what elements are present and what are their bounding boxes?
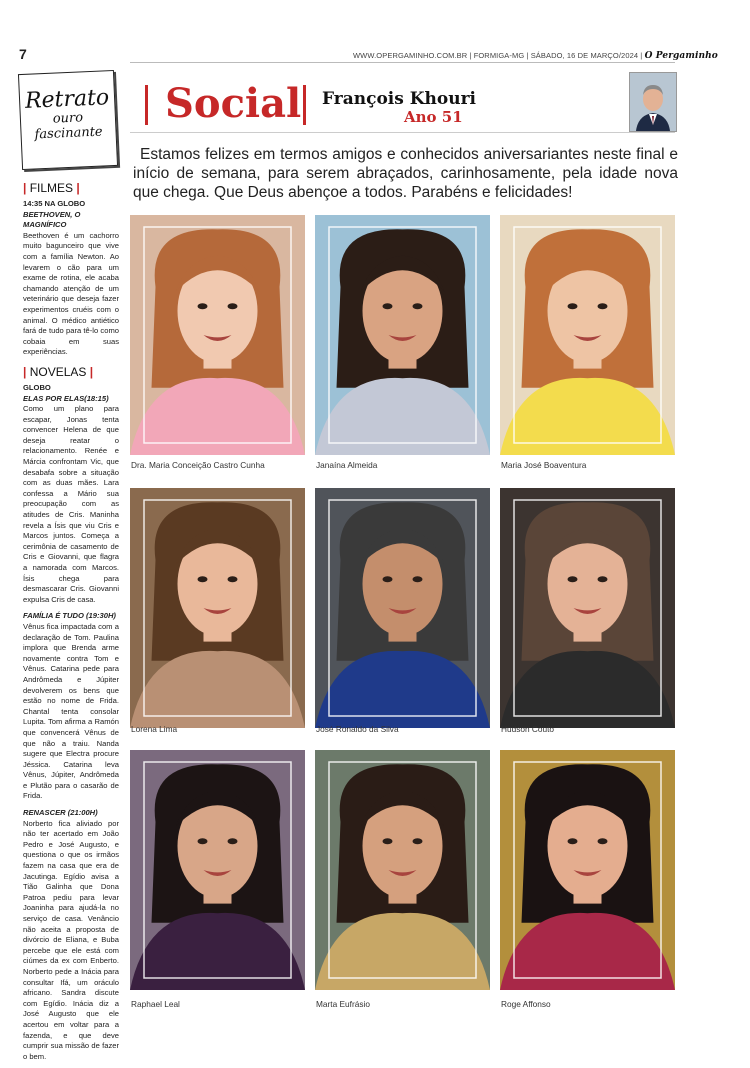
film-title: BEETHOVEN, O MAGNÍFICO [23, 209, 81, 230]
photo-caption: José Ronaldo da Silva [316, 724, 399, 734]
photo-card [130, 215, 305, 455]
intro-text: Estamos felizes em termos amigos e conhecidos aniversariantes neste final e início de semana, para serem abraçados, carinhosamente, pela idade nova que chega. Que Deus abençoe a todos. Parabéns e felicidades! [133, 146, 678, 201]
retrato-line1: Retrato [24, 85, 110, 114]
eye [228, 838, 238, 844]
page-number: 7 [19, 46, 27, 62]
novela-synopsis: Como um plano para escapar, Jonas tenta convencer Helena de que deseja reatar o relacionamento. Renée e Márcia confrontam Vic, que desabafa sobre a situação com as duas mães. Lara confessa a Mário sua preocupação com as atitudes de Cris. Maninha revela a Ísis que viu Cris e Marcos juntos. Começa a cerimônia de casamento de Cris e Giovanni, que flagra a namorada com Marcos. Ísis chega para desmascarar Cris. Giovanni expulsa Cris de casa. [23, 404, 119, 604]
retrato-logo [18, 70, 118, 170]
novelas-heading-label: NOVELAS [29, 364, 87, 379]
photo-caption: Hudson Couto [501, 724, 555, 734]
photo-card [130, 750, 305, 990]
novela-title: RENASCER (21:00H) [23, 808, 98, 818]
film-time: 14:35 NA GLOBO [23, 199, 86, 208]
title-bar-right [303, 85, 306, 125]
eye [598, 576, 608, 582]
portrait-image [315, 488, 490, 728]
eye [383, 303, 393, 309]
photo-caption: Janaína Almeida [316, 460, 378, 470]
portrait-image [315, 215, 490, 455]
title-bar-left [145, 85, 148, 125]
filmes-heading-label: FILMES [29, 181, 74, 195]
tv-guide-sidebar [23, 176, 119, 1068]
photo-caption: Dra. Maria Conceição Castro Cunha [131, 460, 265, 470]
portrait-image [315, 750, 490, 990]
portrait-image [130, 750, 305, 990]
film-synopsis: Beethoven é um cachorro muito bagunceiro que vive com a família Newton. Ao levarem o cão para um exame de rotina, ele acaba chamando atenção de um veterinário que deseja fazer experimentos cruéis com o animal. O médico antiético fará de tudo para tê-lo como cobaia em suas experiências. [23, 230, 119, 357]
channel-name: GLOBO [23, 382, 51, 392]
eye [598, 303, 608, 309]
eye [383, 576, 393, 582]
eye [568, 303, 578, 309]
photo-caption: Marta Eufrásio [316, 999, 370, 1009]
novelas-heading: | NOVELAS | [23, 364, 94, 379]
title-rule [130, 132, 675, 133]
filmes-heading: | FILMES | [23, 181, 80, 195]
eye [413, 576, 423, 582]
photo-card [500, 215, 675, 455]
photo-card [315, 488, 490, 728]
novela-synopsis: Norberto fica aliviado por não ter acertado em João Pedro e José Augusto, e questiona o que os irmãos fazem na casa que era de Jacutinga. Egídio avisa a Tião Galinha que Dona Patroa pediu para levar Joaninha para ajudá-la no serviço de casa. Venâncio não aceita a proposta de divórcio de Eliana, e Buba percebe que ele está com ciúmes da ex com Enberto. Norberto pede a Inácia para consultar Ifá, um oráculo africano. Sandra discute com Egídio. Inácia diz a José Augusto que ele acertou em voltar para a fazenda, e que deve cumprir sua missão de fazer o bem. [23, 818, 119, 1061]
header-info: WWW.OPERGAMINHO.COM.BR | FORMIGA-MG | SÁBADO, 16 DE MARÇO/2024 | [353, 51, 643, 60]
retrato-line2: ouro [52, 110, 84, 127]
column-title: Social [165, 80, 302, 127]
eye [413, 303, 423, 309]
photo-caption: Maria José Boaventura [501, 460, 587, 470]
column-issue: Ano 51 [404, 108, 463, 126]
header-rule [130, 62, 675, 63]
novela-title: ELAS POR ELAS(18:15) [23, 393, 109, 403]
portrait-image [500, 750, 675, 990]
eye [228, 303, 238, 309]
header-strip [353, 51, 718, 61]
novela-title: FAMÍLIA É TUDO (19:30H) [23, 611, 116, 621]
novela-synopsis: Vênus fica impactada com a declaração de Tom. Paulina implora que Brenda arme novamente contra Tom e Vênus. Catarina pede para Andrômeda e Júpiter devolverem os bens que estão no nome de Frida. Chantal tenta consolar Lupita. Tom afirma a Ramón que convencerá Vênus de que não a traiu. Nanda sugere que Electra procure Jéssica. Catarina leva Vênus, Júpiter, Andrômeda e Plutão para o casarão de Frida. [23, 621, 119, 801]
eye [383, 838, 393, 844]
photo-card [500, 750, 675, 990]
portrait-image [500, 488, 675, 728]
photo-caption: Lorena Lima [131, 724, 178, 734]
eye [598, 838, 608, 844]
eye [568, 576, 578, 582]
eye [198, 838, 208, 844]
eye [568, 838, 578, 844]
photo-card [130, 488, 305, 728]
newspaper-logo: O Pergaminho [644, 51, 718, 61]
retrato-line3: fascinante [34, 124, 103, 143]
portrait-image [130, 488, 305, 728]
photo-caption: Raphael Leal [131, 999, 180, 1009]
portrait-image [130, 215, 305, 455]
photo-caption: Roge Affonso [501, 999, 551, 1009]
eye [228, 576, 238, 582]
portrait-image [500, 215, 675, 455]
author-photo [629, 72, 677, 132]
photo-card [500, 488, 675, 728]
photo-card [315, 215, 490, 455]
eye [413, 838, 423, 844]
eye [198, 576, 208, 582]
column-author: François Khouri [322, 89, 476, 109]
eye [198, 303, 208, 309]
photo-card [315, 750, 490, 990]
